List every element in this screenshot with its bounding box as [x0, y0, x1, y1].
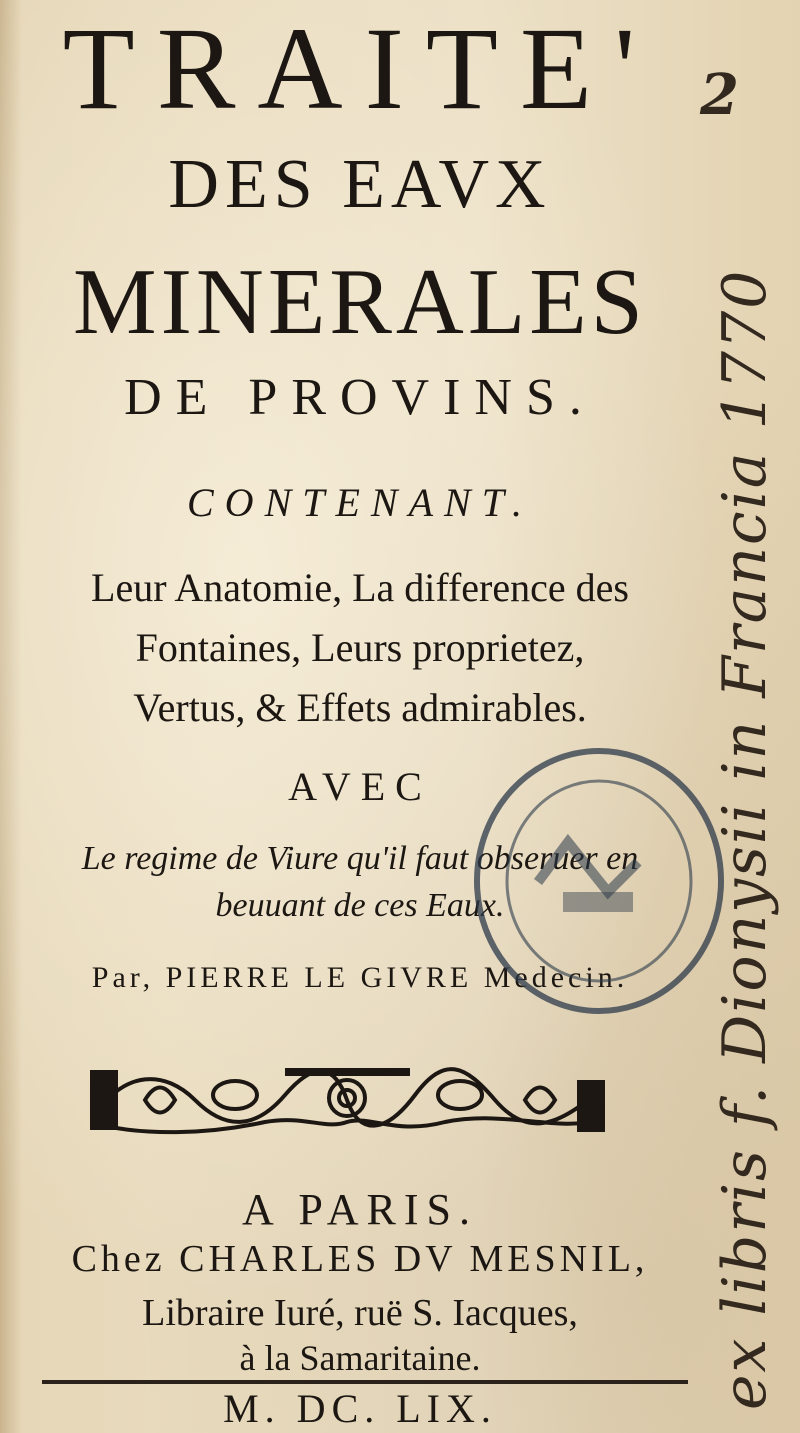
author-line: Par, PIERRE LE GIVRE Medecin.	[91, 961, 629, 994]
corner-numeral: 2	[700, 62, 739, 128]
title-minerales: MINERALES	[73, 250, 647, 354]
margin-inscription: ex libris f. Dionysii in Francia 1770	[710, 268, 780, 1410]
title-traite: TRAITE'	[62, 3, 658, 134]
floral-headpiece-ornament	[85, 1060, 610, 1140]
imprint-rule	[42, 1380, 688, 1384]
avec-heading: AVEC	[288, 764, 432, 809]
description-line-3: Vertus, & Effets admirables.	[133, 685, 587, 730]
subtitle-contenant: CONTENANT.	[187, 480, 533, 525]
regime-line-1: Le regime de Viure qu'il faut obseruer en	[81, 840, 639, 877]
description-line-2: Fontaines, Leurs proprietez,	[135, 625, 585, 670]
imprint-city: A PARIS.	[241, 1185, 479, 1234]
title-des-eaux: DES EAVX	[168, 146, 552, 223]
imprint-address: Libraire Iuré, ruë S. Iacques,	[142, 1292, 578, 1334]
regime-line-2: beuuant de ces Eaux.	[215, 887, 505, 924]
imprint-publisher: Chez CHARLES DV MESNIL,	[71, 1238, 649, 1280]
title-de-provins: DE PROVINS.	[124, 369, 596, 426]
imprint-date: M. DC. LIX.	[223, 1386, 497, 1431]
library-stamp	[468, 742, 730, 1020]
imprint-sign: à la Samaritaine.	[239, 1338, 481, 1378]
description-line-1: Leur Anatomie, La difference des	[91, 565, 629, 610]
